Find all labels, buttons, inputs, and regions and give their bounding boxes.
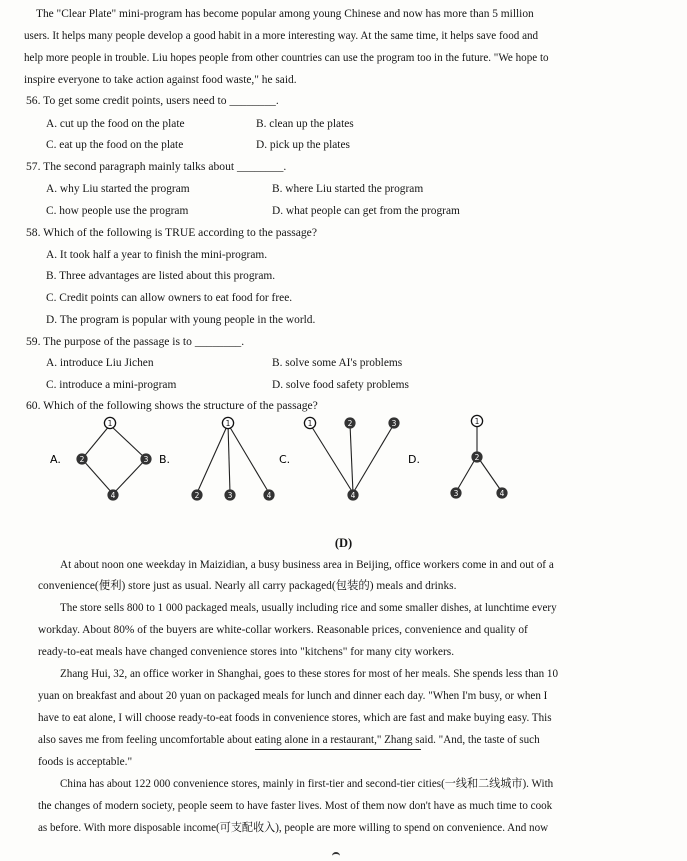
question-59-option-d: D. solve food safety problems	[272, 379, 409, 391]
node-b-1	[222, 417, 233, 428]
passage-d-line-9: also saves me from feeling uncomfortable about eating alone in a restaurant," Zhang said. "And, the taste of such	[38, 734, 540, 746]
passage-d-line-5: ready-to-eat meals have changed convenience stores into "kitchens" for many city workers.	[38, 646, 455, 658]
question-56-option-b: B. clean up the plates	[256, 118, 354, 130]
passage-c-line-3: help more people in trouble. Liu hopes people from other countries can use the program too in the future. "We hope to	[24, 52, 549, 64]
question-57-option-b: B. where Liu started the program	[272, 183, 424, 195]
passage-c-line-4: inspire everyone to take action against food waste," he said.	[24, 74, 297, 86]
svg-text:1: 1	[225, 419, 231, 428]
structure-diagrams	[0, 412, 687, 512]
passage-d-line-1: At about noon one weekday in Maizidian, a busy business area in Beijing, office workers come in and out of a	[60, 559, 554, 571]
node-a-4	[107, 489, 118, 500]
question-58-option-b: B. Three advantages are listed about this program.	[46, 270, 276, 282]
svg-text:4: 4	[499, 489, 505, 498]
question-59-option-a: A. introduce Liu Jichen	[46, 357, 154, 369]
node-c-4	[347, 489, 358, 500]
svg-text:3: 3	[227, 491, 233, 500]
node-c-3	[388, 417, 399, 428]
question-58-option-c: C. Credit points can allow owners to eat food for free.	[46, 292, 293, 304]
passage-c-line-2: users. It helps many people develop a good habit in a more interesting way. At the same time, it helps save food and	[24, 30, 539, 42]
question-57-option-c: C. how people use the program	[46, 205, 189, 217]
page-number-mark	[332, 852, 340, 860]
question-59-option-b: B. solve some AI's problems	[272, 357, 403, 369]
passage-d-line-10: foods is acceptable."	[38, 756, 133, 768]
node-d-2	[471, 451, 482, 462]
node-a-1	[104, 417, 115, 428]
passage-d-line-13: as before. With more disposable income(可支配收入), people are more willing to spend on convenience. And now	[38, 822, 549, 834]
node-d-1	[471, 415, 482, 426]
svg-text:1: 1	[474, 417, 480, 426]
passage-d-line-11: China has about 122 000 convenience stores, mainly in first-tier and second-tier cities(一线和二线城市). With	[60, 778, 554, 790]
question-58-option-a: A. It took half a year to finish the mini-program.	[46, 249, 268, 261]
question-58-stem: 58. Which of the following is TRUE according to the passage?	[26, 226, 317, 239]
question-57-stem: 57. The second paragraph mainly talks about ________.	[26, 160, 287, 173]
passage-d-line-6: Zhang Hui, 32, an office worker in Shanghai, goes to these stores for most of her meals. She spends less than 10	[60, 668, 558, 680]
svg-text:1: 1	[307, 419, 313, 428]
handwritten-underline	[255, 749, 421, 750]
passage-d-line-7: yuan on breakfast and about 20 yuan on packaged meals for lunch and dinner each day. "When I'm busy, or when I	[38, 690, 548, 702]
node-c-2	[344, 417, 355, 428]
svg-text:4: 4	[110, 491, 116, 500]
passage-d-line-4: workday. About 80% of the buyers are white-collar workers. Reasonable prices, convenience and quality of	[38, 624, 528, 636]
svg-text:2: 2	[194, 491, 200, 500]
node-a-2	[76, 453, 87, 464]
node-a-3	[140, 453, 151, 464]
passage-d-line-12: the changes of modern society, people seem to have faster lives. Most of them now don't have as much time to cook	[38, 800, 553, 812]
diagram-label-a: A.	[50, 453, 61, 466]
question-57-option-d: D. what people can get from the program	[272, 205, 460, 217]
question-59-stem: 59. The purpose of the passage is to ________.	[26, 335, 245, 348]
passage-c-line-1: The "Clear Plate" mini-program has become popular among young Chinese and now has more than 5 million	[36, 8, 534, 20]
svg-text:2: 2	[79, 455, 85, 464]
question-56-option-c: C. eat up the food on the plate	[46, 139, 184, 151]
passage-d-line-8: have to eat alone, I will choose ready-to-eat foods in convenience stores, which are fast and make buying easy. This	[38, 712, 552, 724]
node-c-1	[304, 417, 315, 428]
question-56-option-d: D. pick up the plates	[256, 139, 350, 151]
question-60-stem: 60. Which of the following shows the structure of the passage?	[26, 399, 318, 412]
node-b-3	[224, 489, 235, 500]
svg-text:1: 1	[107, 419, 113, 428]
svg-text:3: 3	[453, 489, 459, 498]
svg-text:2: 2	[474, 453, 480, 462]
question-57-option-a: A. why Liu started the program	[46, 183, 190, 195]
svg-text:4: 4	[350, 491, 356, 500]
svg-text:4: 4	[266, 491, 272, 500]
question-59-option-c: C. introduce a mini-program	[46, 379, 177, 391]
passage-d-line-3: The store sells 800 to 1 000 packaged meals, usually including rice and some smaller dishes, at lunchtime every	[60, 602, 557, 614]
diagram-label-b: B.	[159, 453, 171, 466]
question-56-option-a: A. cut up the food on the plate	[46, 118, 185, 130]
node-b-4	[263, 489, 274, 500]
svg-text:2: 2	[347, 419, 353, 428]
diagram-option-letters	[50, 453, 420, 466]
question-58-option-d: D. The program is popular with young people in the world.	[46, 314, 316, 326]
svg-text:3: 3	[143, 455, 149, 464]
node-b-2	[191, 489, 202, 500]
passage-d-line-2: convenience(便利) store just as usual. Nearly all carry packaged(包装的) meals and drinks.	[38, 580, 457, 592]
question-56-stem: 56. To get some credit points, users need to ________.	[26, 94, 279, 107]
diagram-label-c: C.	[279, 453, 291, 466]
section-title-d: (D)	[334, 536, 353, 550]
node-d-3	[450, 487, 461, 498]
diagram-label-d: D.	[408, 453, 420, 466]
svg-text:3: 3	[391, 419, 397, 428]
node-d-4	[496, 487, 507, 498]
